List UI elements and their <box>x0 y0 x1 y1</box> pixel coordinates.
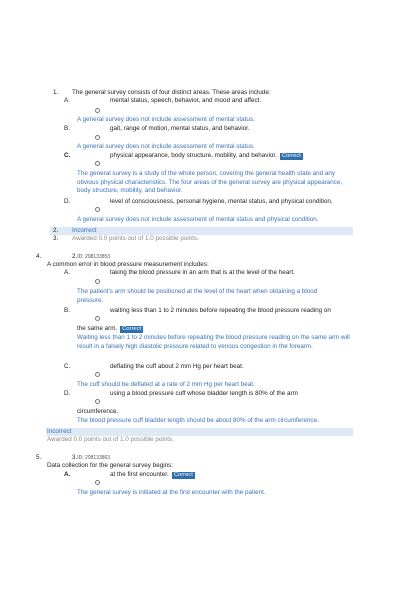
q1-score-number: 3. <box>53 235 59 242</box>
q1-number: 1. <box>53 89 59 96</box>
q5-id: ID: 298133863 <box>77 455 111 461</box>
q4-option-c-feedback: The cuff should be deflated at a rate of 2 mm Hg per heart beat. <box>77 381 255 388</box>
q4-option-d-text: using a blood pressure cuff whose bladder length is 80% of the arm <box>110 390 298 397</box>
q5-option-a-radio[interactable] <box>95 480 100 485</box>
q4-option-d-feedback: The blood pressure cuff bladder length should be about 80% of the arm circumference. <box>77 417 319 424</box>
q4-option-b-continuation: the same arm. <box>77 325 118 332</box>
q1-option-c-text: physical appearance, body structure, mobility, and behavior. <box>110 152 277 159</box>
q4-option-c-radio[interactable] <box>95 372 100 377</box>
q4-result-bar <box>46 428 353 436</box>
q5-option-a-feedback: The general survey is initiated at the first encounter with the patient. <box>77 489 266 496</box>
q1-option-a-letter: A. <box>64 97 70 104</box>
q4-option-b-line <box>77 325 143 333</box>
q4-option-d-radio[interactable] <box>95 399 100 404</box>
q1-option-b-text: gait, range of motion, mental status, and behavior. <box>110 125 250 132</box>
q1-option-d-feedback: A general survey does not include assessment of mental status and physical condition. <box>77 216 319 223</box>
q4-option-b-letter: B. <box>64 307 70 314</box>
q4-score-text: Awarded 0.0 points out of 1.0 possible points. <box>47 436 174 443</box>
q4-option-b-radio[interactable] <box>95 316 100 321</box>
q4-option-a-letter: A. <box>64 269 70 276</box>
q4-option-a-radio[interactable] <box>95 279 100 284</box>
q5-id-line <box>72 454 110 462</box>
q1-option-d-letter: D. <box>64 198 71 205</box>
q1-option-c-feedback: The general survey is a study of the whole person, covering the general health state and any obvious physical characteristics. The four areas of the general survey are physical appearance, body structure, mobility, and behavior. <box>77 170 343 195</box>
q1-option-d-text: level of consciousness, personal hygiene, mental status, and physical condition. <box>110 198 333 205</box>
q4-option-d-letter: D. <box>64 390 71 397</box>
correct-badge: Correct <box>173 472 193 478</box>
q1-option-a-text: mental status, speech, behavior, and mood and affect. <box>110 97 262 104</box>
q1-option-c-line <box>110 152 303 160</box>
q4-inner-number: 2. <box>72 253 78 260</box>
q5-option-a-line <box>110 471 195 479</box>
q1-option-c-radio[interactable] <box>95 161 100 166</box>
q4-option-d-continuation: circumference. <box>77 408 119 415</box>
q1-option-a-feedback: A general survey does not include assessment of mental status. <box>77 116 255 123</box>
q5-option-a-text: at the first encounter. <box>110 471 169 478</box>
q4-id: ID: 298133853 <box>77 254 111 260</box>
q1-option-b-radio[interactable] <box>95 135 100 140</box>
q4-option-c-letter: C. <box>64 363 71 370</box>
q1-option-d-radio[interactable] <box>95 207 100 212</box>
q4-outer-number: 4. <box>36 253 42 260</box>
q5-option-a-letter: A. <box>64 471 71 478</box>
q4-id-line <box>72 253 110 261</box>
q1-option-a-radio[interactable] <box>95 108 100 113</box>
correct-badge: Correct <box>122 326 142 332</box>
q4-option-a-text: taking the blood pressure in an arm that is at the level of the heart. <box>110 269 295 276</box>
q1-result-number: 2. <box>53 227 59 234</box>
q5-inner-number: 3. <box>72 454 78 461</box>
q4-option-b-feedback: Waiting less than 1 to 2 minutes before repeating the blood pressure reading on the same arm will result in a falsely high diastolic pressure related to venous congestion in the forearm. <box>77 334 350 350</box>
q4-option-b-text: waiting less than 1 to 2 minutes before repeating the blood pressure reading on <box>110 307 331 314</box>
q5-outer-number: 5. <box>36 454 42 461</box>
q4-option-c-text: deflating the cuff about 2 mm Hg per heart beat. <box>110 363 244 370</box>
q5-text: Data collection for the general survey begins: <box>47 462 174 469</box>
q1-option-b-feedback: A general survey does not include assessment of mental status. <box>77 143 255 150</box>
correct-badge: Correct <box>281 153 301 159</box>
q1-text: The general survey consists of four distinct areas. These areas include: <box>72 89 271 96</box>
q1-score-text: Awarded 0.0 points out of 1.0 possible points. <box>72 235 199 242</box>
q4-text: A common error in blood pressure measurement includes: <box>47 261 209 268</box>
q1-option-b-letter: B. <box>64 125 70 132</box>
q1-option-c-letter: C. <box>64 152 71 159</box>
q4-option-a-feedback: The patient's arm should be positioned at the level of the heart when obtaining a blood pressure. <box>77 288 318 304</box>
q1-result-text: Incorrect <box>72 227 97 234</box>
q4-result-text: Incorrect <box>47 428 72 435</box>
